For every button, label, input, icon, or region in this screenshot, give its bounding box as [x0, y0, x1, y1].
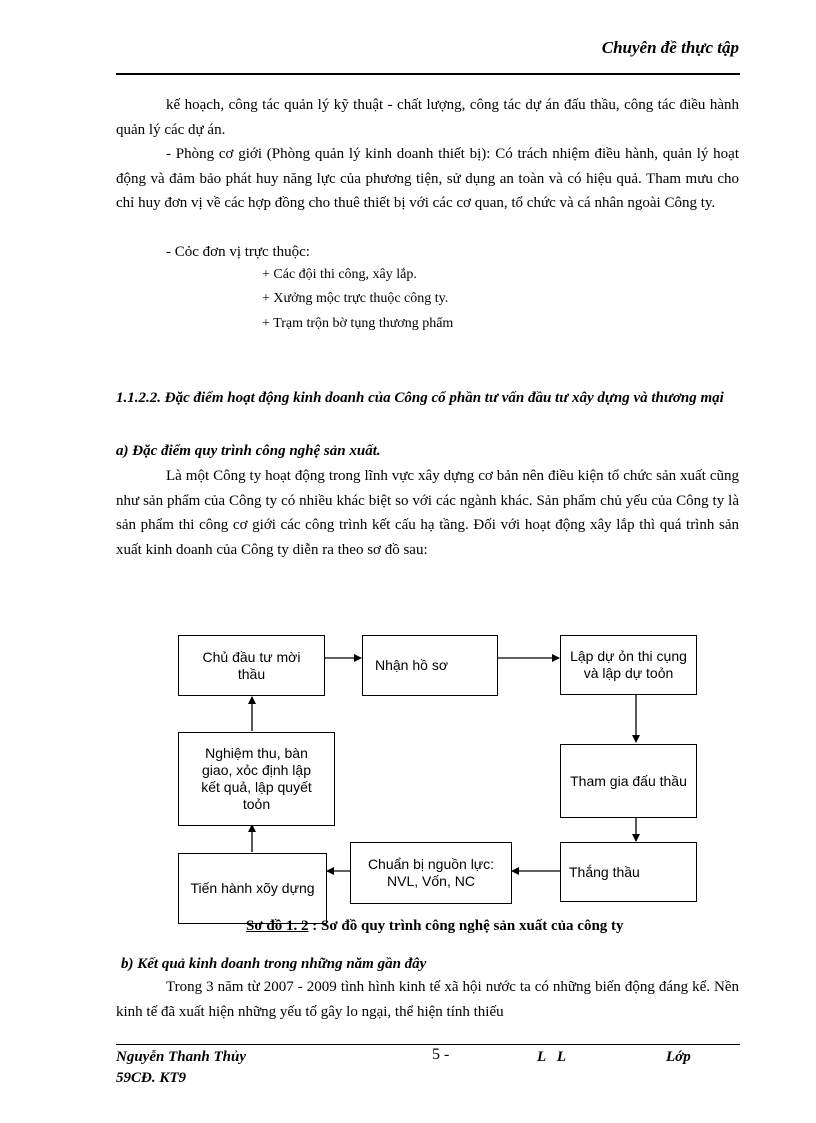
box-prepare-resources: Chuẩn bị nguồn lực: NVL, Vốn, NC [350, 842, 512, 904]
box-acceptance: Nghiệm thu, bàn giao, xỏc định lập kết quả, lập quyết toỏn [178, 732, 335, 826]
footer-rule [116, 1044, 740, 1045]
subheading-a: a) Đặc điểm quy trình công nghệ sản xuất. [116, 443, 381, 459]
diagram-caption: Sơ đồ 1. 2 : Sơ đồ quy trình công nghệ sản xuất của công ty [246, 918, 624, 934]
footer-class-label: Lớp [666, 1049, 691, 1065]
sub-item-teams: + Các đội thi công, xây lắp. [262, 267, 417, 282]
paragraph-results: Trong 3 năm từ 2007 - 2009 tình hình kinh tế xã hội nước ta có những biến động đáng kể. Nền kinh tế đã xuất hiện những yếu tố gây lo ngại, thể hiện tính thiếu [116, 979, 739, 1020]
box-construction: Tiến hành xõy dựng [178, 853, 327, 924]
box-investor-invite: Chủ đầu tư mời thầu [178, 635, 325, 696]
subheading-b: b) Kết quả kinh doanh trong những năm gần đây [121, 956, 427, 972]
section-heading: 1.1.2.2. Đặc điểm hoạt động kinh doanh của Công cổ phần tư vấn đầu tư xây dựng và thương mại [116, 390, 724, 406]
box-tender: Tham gia đấu thầu [560, 744, 697, 818]
box-win-tender: Thắng thầu [560, 842, 697, 902]
footer-class-code: 59CĐ. KT9 [116, 1070, 187, 1086]
footer-ll: L L [537, 1049, 567, 1065]
paragraph-subunits: - Cỏc đơn vị trực thuộc: [166, 244, 310, 260]
header-title: Chuyên đề thực tập [601, 38, 739, 57]
box-receive-documents: Nhận hồ sơ [362, 635, 498, 696]
footer-author: Nguyễn Thanh Thủy [116, 1049, 247, 1065]
paragraph-mechanical-dept: - Phòng cơ giới (Phòng quản lý kinh doanh thiết bị): Có trách nhiệm điều hành, quản lý hoạt động và đảm bảo phát huy năng lực của phương tiện, sử dụng an toàn và có hiệu quả. Tham mưu cho chỉ huy đơn vị về các hợp đồng cho thuê thiết bị với các cơ quan, tổ chức và cá nhân ngoài Công ty. [116, 146, 739, 211]
box-estimate: Lập dự ỏn thi cụng và lập dự toỏn [560, 635, 697, 695]
sub-item-concrete-plant: + Trạm trộn bờ tụng thương phẩm [262, 316, 454, 331]
paragraph-process: Là một Công ty hoạt động trong lĩnh vực xây dựng cơ bản nên điều kiện tổ chức sản xuất cũng như sản phẩm của Công ty có nhiều khác biệt so với các ngành khác. Sản phẩm chủ yếu của Công ty là sản phẩm thi công cơ giới các công trình kết cấu hạ tầng. Đối với hoạt động xây lắp thì quá trình sản xuất kinh doanh của Công ty diễn ra theo sơ đồ sau: [116, 468, 739, 558]
paragraph-1: kế hoạch, công tác quản lý kỹ thuật - chất lượng, công tác dự án đấu thầu, công tác điều hành quản lý các dự án. [116, 97, 739, 138]
footer-page-number: 5 - [432, 1046, 450, 1063]
sub-item-workshop: + Xưởng mộc trực thuộc công ty. [262, 291, 449, 306]
